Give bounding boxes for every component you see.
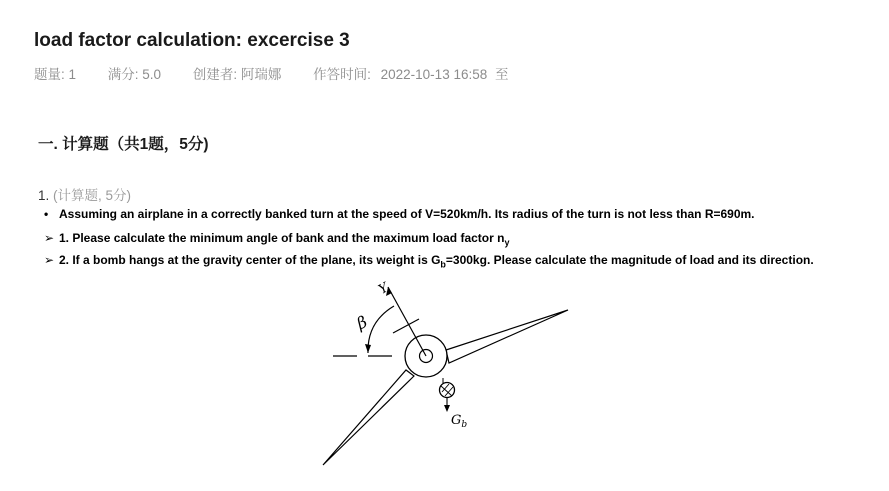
lift-label: Y [376,280,392,298]
answer-time-to: 至 [495,67,509,82]
page-title: load factor calculation: excercise 3 [34,30,350,51]
question-line-1 [44,207,755,221]
left-wing [323,370,414,465]
weight-vector-arrowhead [444,405,450,412]
arrow-bullet-icon: ➢ [44,231,55,245]
bank-angle-arrowhead [365,344,371,353]
creator: 创建者: 阿瑞娜 [192,67,282,82]
question-line-2-sub: y [504,237,510,248]
question-number: 1. [38,188,50,203]
beta-label: β [353,312,371,334]
question-header [38,184,131,204]
question-line-3 [44,253,814,269]
question-count: 题量: 1 [34,67,77,82]
full-score: 满分: 5.0 [107,67,162,82]
bank-angle-arc [368,306,394,353]
question-line-2-text: 1. Please calculate the minimum angle of bank and the maximum load factor n [59,231,505,245]
arrow-bullet-icon: ➢ [44,253,55,267]
weight-label [451,413,467,430]
question-line-3-text-a: 2. If a bomb hangs at the gravity center of the plane, its weight is G [59,253,441,267]
section-title: 一. 计算题（共1题，5分) [38,136,209,153]
question-type: (计算题, 5分) [53,188,132,203]
weight-label-g: G [451,413,462,428]
exam-meta [34,63,537,83]
question-line-2 [44,231,509,247]
right-wing [446,310,568,363]
question-line-3-text-b: =300kg. Please calculate the magnitude of load and its direction. [445,253,814,267]
weight-label-sub: b [461,420,468,430]
question-line-1-text: Assuming an airplane in a correctly banked turn at the speed of V=520km/h. Its radius of the turn is not less than R=690m. [59,207,755,221]
question-line-3-sub: b [440,259,446,270]
bullet-icon: • [44,207,49,221]
airplane-banked-turn-figure [300,272,590,472]
lift-vector-tick [393,319,419,333]
answer-time-value: 2022-10-13 16:58 [380,67,488,82]
bomb [440,383,455,398]
answer-time-label: 作答时间: [313,67,371,82]
